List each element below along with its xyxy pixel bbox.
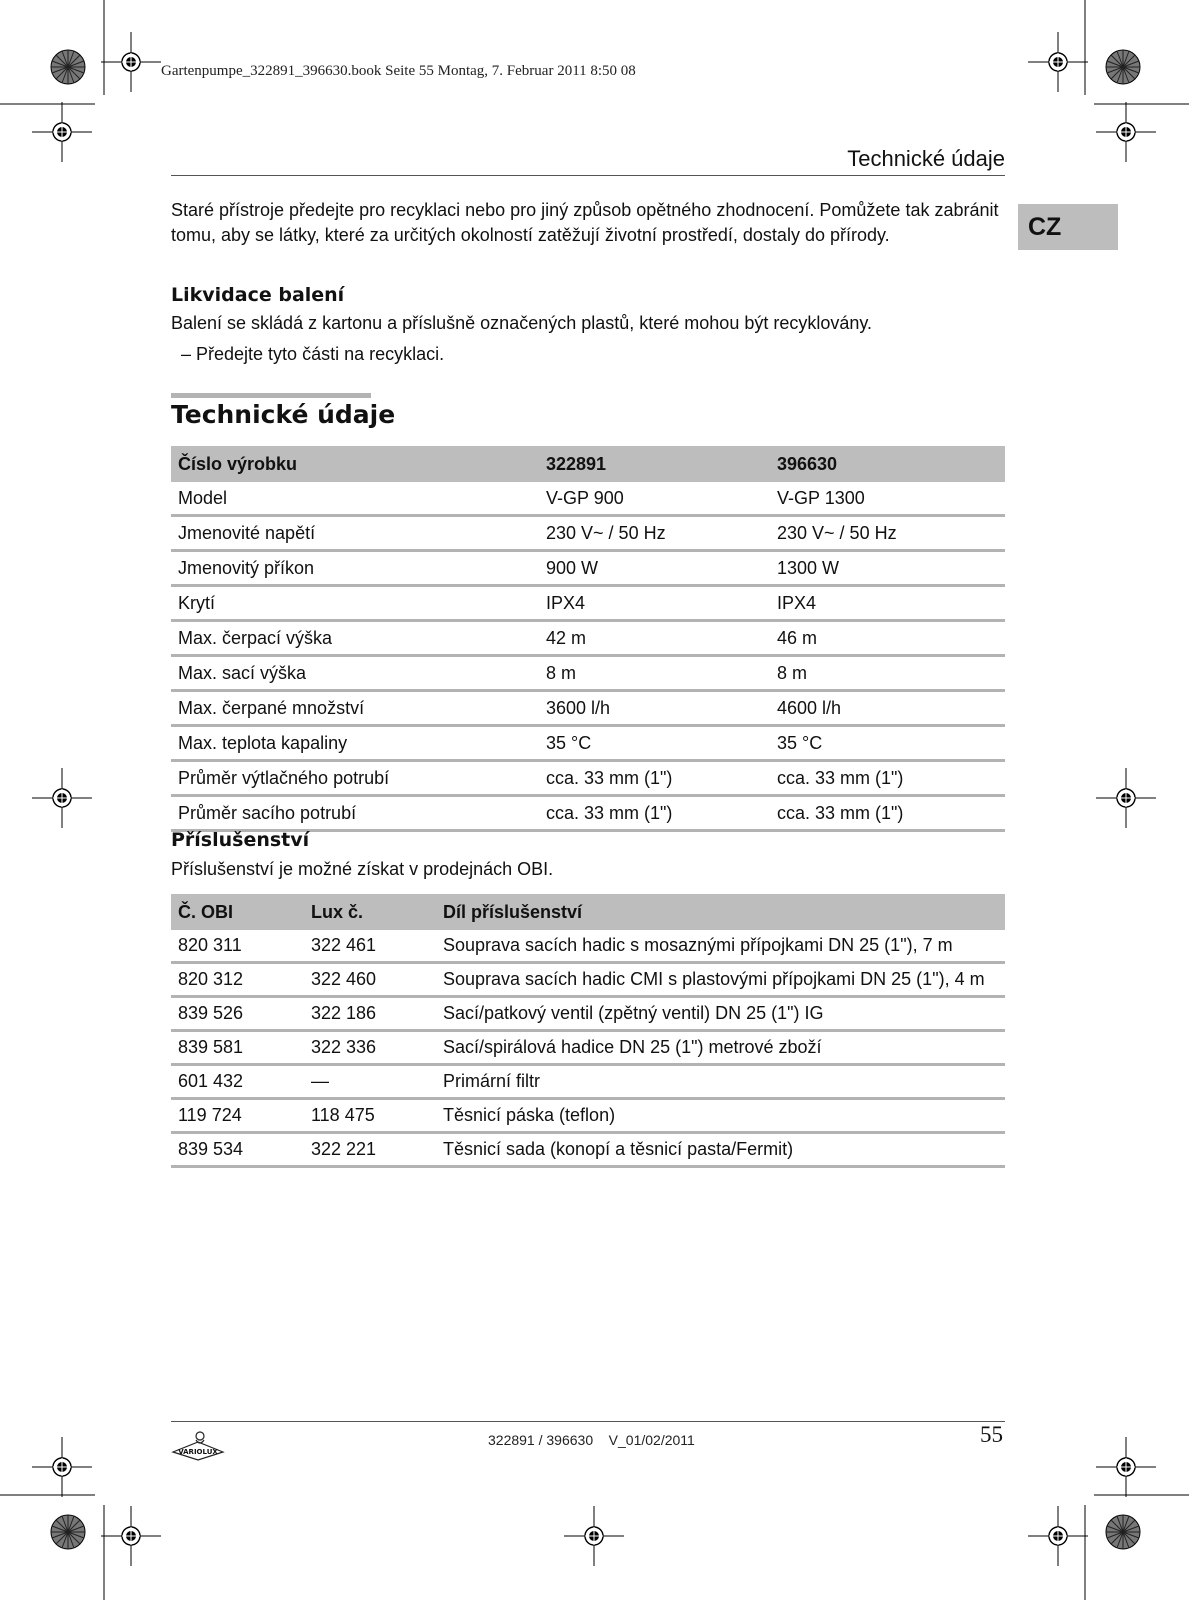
heading-accent-bar <box>171 393 371 398</box>
footer-divider <box>171 1421 1005 1422</box>
table-cell: 119 724 <box>171 1099 304 1133</box>
table-cell: 839 581 <box>171 1031 304 1065</box>
table-cell: 839 534 <box>171 1133 304 1167</box>
table-cell: IPX4 <box>539 586 770 621</box>
table-cell: 42 m <box>539 621 770 656</box>
table-row <box>171 1065 1005 1099</box>
table-cell: Max. sací výška <box>171 656 539 691</box>
table-row <box>171 997 1005 1031</box>
table-cell: 1300 W <box>770 551 1005 586</box>
table-cell: 322 461 <box>304 930 436 963</box>
table-cell: 118 475 <box>304 1099 436 1133</box>
table-row <box>171 1031 1005 1065</box>
table-cell: 8 m <box>539 656 770 691</box>
table-cell: 322 336 <box>304 1031 436 1065</box>
variolux-logo <box>170 1428 226 1462</box>
table-cell: Max. teplota kapaliny <box>171 726 539 761</box>
table-row <box>171 551 1005 586</box>
table-cell: 322 460 <box>304 963 436 997</box>
table-cell: Průměr výtlačného potrubí <box>171 761 539 796</box>
table-cell: Těsnicí páska (teflon) <box>436 1099 1005 1133</box>
column-header: Číslo výrobku <box>171 446 539 482</box>
column-header: 322891 <box>539 446 770 482</box>
table-cell: Krytí <box>171 586 539 621</box>
table-cell: V-GP 1300 <box>770 482 1005 516</box>
table-row <box>171 1133 1005 1167</box>
table-cell: V-GP 900 <box>539 482 770 516</box>
table-header-row <box>171 446 1005 482</box>
table-cell: Model <box>171 482 539 516</box>
table-cell: cca. 33 mm (1") <box>770 796 1005 831</box>
table-row <box>171 656 1005 691</box>
table-cell: 230 V~ / 50 Hz <box>770 516 1005 551</box>
svg-text:VARIOLUX: VARIOLUX <box>178 1448 218 1456</box>
table-cell: 35 °C <box>539 726 770 761</box>
table-cell: 601 432 <box>171 1065 304 1099</box>
table-cell: cca. 33 mm (1") <box>539 761 770 796</box>
table-cell: IPX4 <box>770 586 1005 621</box>
table-cell: 8 m <box>770 656 1005 691</box>
table-cell: Primární filtr <box>436 1065 1005 1099</box>
table-cell: Těsnicí sada (konopí a těsnicí pasta/Fermit) <box>436 1133 1005 1167</box>
table-cell: Souprava sacích hadic CMI s plastovými přípojkami DN 25 (1"), 4 m <box>436 963 1005 997</box>
page-number: 55 <box>980 1422 1003 1447</box>
packaging-heading: Likvidace balení <box>171 284 345 306</box>
table-cell: 46 m <box>770 621 1005 656</box>
table-cell: 322 186 <box>304 997 436 1031</box>
packaging-paragraph: Balení se skládá z kartonu a příslušně označených plastů, které mohou být recyklovány. <box>171 313 873 333</box>
table-cell: 230 V~ / 50 Hz <box>539 516 770 551</box>
column-header: Díl příslušenství <box>436 894 1005 930</box>
table-row <box>171 726 1005 761</box>
accessories-heading: Příslušenství <box>171 829 310 851</box>
technical-heading: Technické údaje <box>171 400 396 429</box>
table-cell: Souprava sacích hadic s mosaznými přípojkami DN 25 (1"), 7 m <box>436 930 1005 963</box>
language-tab: CZ <box>1018 204 1118 250</box>
file-info-header: Gartenpumpe_322891_396630.book Seite 55 Montag, 7. Februar 2011 8:50 08 <box>161 63 636 79</box>
table-cell: — <box>304 1065 436 1099</box>
table-row <box>171 930 1005 963</box>
table-cell: Jmenovitý příkon <box>171 551 539 586</box>
table-cell: 322 221 <box>304 1133 436 1167</box>
table-row <box>171 482 1005 516</box>
table-cell: cca. 33 mm (1") <box>770 761 1005 796</box>
table-cell: Sací/patkový ventil (zpětný ventil) DN 25 (1") IG <box>436 997 1005 1031</box>
packaging-bullet: – Předejte tyto části na recyklaci. <box>181 344 445 364</box>
column-header: Č. OBI <box>171 894 304 930</box>
table-row <box>171 691 1005 726</box>
table-cell: cca. 33 mm (1") <box>539 796 770 831</box>
table-row <box>171 796 1005 831</box>
table-header-row <box>171 894 1005 930</box>
table-cell: Jmenovité napětí <box>171 516 539 551</box>
accessories-paragraph: Příslušenství je možné získat v prodejnách OBI. <box>171 859 554 879</box>
table-row <box>171 621 1005 656</box>
document-reference: 322891 / 396630 V_01/02/2011 <box>488 1432 695 1448</box>
table-cell: Sací/spirálová hadice DN 25 (1") metrové zboží <box>436 1031 1005 1065</box>
table-cell: 900 W <box>539 551 770 586</box>
accessories-table <box>171 894 1005 1168</box>
intro-paragraph: Staré přístroje předejte pro recyklaci nebo pro jiný způsob opětného zhodnocení. Pomůžete tak zabránit tomu, aby se látky, které za určitých okolností zatěžují životní prostředí, dostaly do přírody. <box>171 200 999 245</box>
table-row <box>171 761 1005 796</box>
header-divider <box>171 175 1005 176</box>
section-title: Technické údaje <box>847 146 1005 171</box>
table-cell: 820 312 <box>171 963 304 997</box>
table-cell: Max. čerpané množství <box>171 691 539 726</box>
table-row <box>171 1099 1005 1133</box>
table-row <box>171 963 1005 997</box>
table-cell: 35 °C <box>770 726 1005 761</box>
column-header: Lux č. <box>304 894 436 930</box>
table-cell: 839 526 <box>171 997 304 1031</box>
table-row <box>171 586 1005 621</box>
table-cell: Max. čerpací výška <box>171 621 539 656</box>
table-cell: Průměr sacího potrubí <box>171 796 539 831</box>
technical-data-table <box>171 446 1005 832</box>
table-cell: 3600 l/h <box>539 691 770 726</box>
column-header: 396630 <box>770 446 1005 482</box>
table-row <box>171 516 1005 551</box>
table-cell: 4600 l/h <box>770 691 1005 726</box>
table-cell: 820 311 <box>171 930 304 963</box>
